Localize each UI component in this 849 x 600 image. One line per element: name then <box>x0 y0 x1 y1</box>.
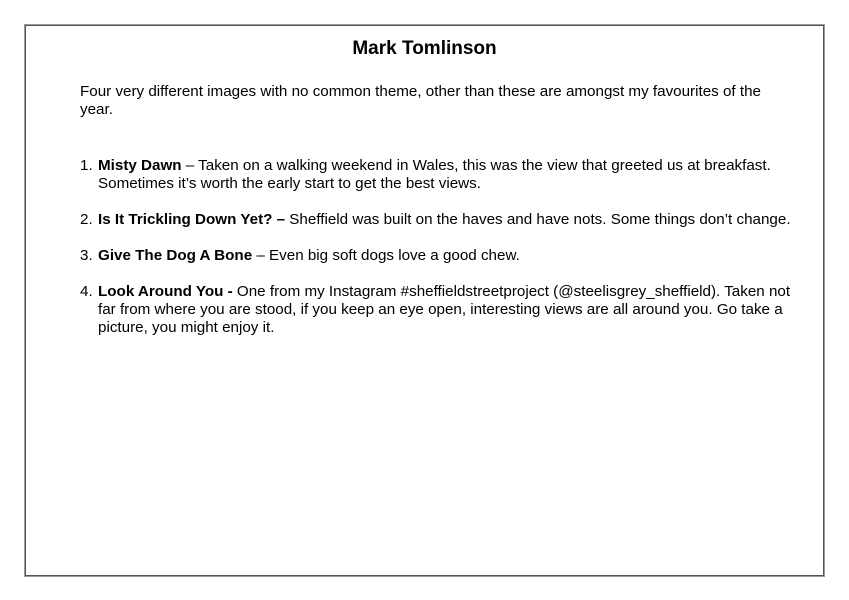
list-item <box>80 211 800 229</box>
item-number: 4. <box>80 283 93 300</box>
item-title: Is It Trickling Down Yet? – <box>98 211 286 228</box>
item-number: 1. <box>80 157 93 174</box>
item-title: Give The Dog A Bone <box>98 247 253 264</box>
item-title: Look Around You - <box>98 283 233 300</box>
list-item <box>80 283 800 337</box>
list-item <box>80 157 800 193</box>
list-item <box>80 247 800 265</box>
item-number: 3. <box>80 247 93 264</box>
item-description: – Taken on a walking weekend in Wales, this was the view that greeted us at breakfast. Sometimes it’s worth the early start to get the best views. <box>98 157 771 192</box>
item-number: 2. <box>80 211 93 228</box>
page-title: Mark Tomlinson <box>352 38 497 59</box>
image-list <box>80 157 800 355</box>
item-title: Misty Dawn <box>98 157 182 174</box>
item-description: Sheffield was built on the haves and have nots. Some things don’t change. <box>285 211 791 228</box>
intro-paragraph: Four very different images with no common theme, other than these are amongst my favourites of the year. <box>80 83 761 118</box>
item-description: – Even big soft dogs love a good chew. <box>252 247 520 264</box>
item-description: One from my Instagram #sheffieldstreetproject (@steelisgrey_sheffield). Taken not far from where you are stood, if you keep an eye open, interesting views are all around you. Go take a picture, you might enjoy it. <box>98 283 791 336</box>
